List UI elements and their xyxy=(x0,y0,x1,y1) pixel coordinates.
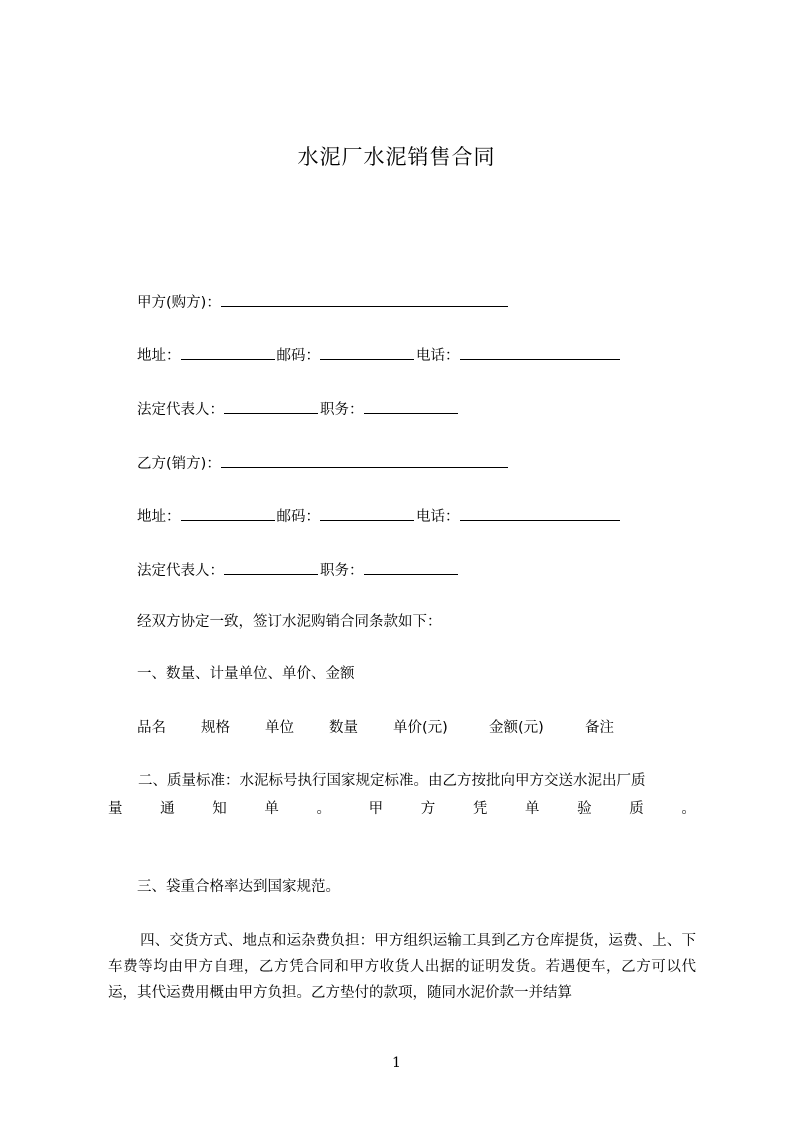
column-header: 品名 xyxy=(137,720,166,736)
section3-text: 三、袋重合格率达到国家规范。 xyxy=(137,879,340,895)
party-a-rep-line xyxy=(137,399,460,420)
party-b-phone-label: 电话： xyxy=(416,509,460,525)
column-header: 备注 xyxy=(585,720,614,736)
section2-char: 知 xyxy=(212,801,227,817)
document-title: 水泥厂水泥销售合同 xyxy=(297,145,496,169)
party-b-address-label: 地址： xyxy=(137,509,181,525)
column-header: 单价(元) xyxy=(393,720,448,736)
party-b-postcode-blank[interactable] xyxy=(320,506,414,521)
party-a-address-label: 地址： xyxy=(137,348,181,364)
section1-column-headers xyxy=(137,718,637,738)
party-a-postcode-label: 邮码： xyxy=(276,348,320,364)
section2-char: 量 xyxy=(108,801,123,817)
party-b-name-label: 乙方(销方)： xyxy=(137,456,221,472)
party-b-phone-blank[interactable] xyxy=(460,506,620,521)
section2-char: 。 xyxy=(681,801,696,817)
party-b-address-blank[interactable] xyxy=(181,506,275,521)
section2-char: 方 xyxy=(420,801,436,817)
party-b-postcode-label: 邮码： xyxy=(276,509,320,525)
party-b-position-label: 职务： xyxy=(320,563,364,579)
party-b-legal-rep-blank[interactable] xyxy=(224,560,318,575)
party-a-name-blank[interactable] xyxy=(221,292,508,307)
section2-char: 质 xyxy=(629,801,644,817)
section2-line1: 二、质量标准：水泥标号执行国家规定标准。由乙方按批向甲方交送水泥出厂质 xyxy=(138,773,646,789)
party-b-rep-line xyxy=(137,560,460,581)
column-header: 规格 xyxy=(201,720,230,736)
section4-text: 四、交货方式、地点和运杂费负担：甲方组织运输工具到乙方仓库提货，运费、上、下车费等均由甲方自理，乙方凭合同和甲方收货人出据的证明发货。若遇便车，乙方可以代运，其代运费用概由甲方负担。乙方垫付的款项，随同水泥价款一并结算 xyxy=(108,933,696,1001)
column-header: 数量 xyxy=(329,720,358,736)
section1-heading: 一、数量、计量单位、单价、金额 xyxy=(137,666,355,682)
party-a-contact-line xyxy=(137,345,622,366)
party-a-address-blank[interactable] xyxy=(181,345,275,360)
intro-text: 经双方协定一致，签订水泥购销合同条款如下： xyxy=(137,614,442,630)
section2-char: 单 xyxy=(525,801,540,817)
party-b-contact-line xyxy=(137,506,622,527)
party-b-name-line xyxy=(137,453,510,474)
section2-char: 单 xyxy=(264,801,279,817)
party-a-phone-blank[interactable] xyxy=(460,345,620,360)
party-a-position-label: 职务： xyxy=(320,402,364,418)
party-a-phone-label: 电话： xyxy=(416,348,460,364)
party-b-legal-rep-label: 法定代表人： xyxy=(137,563,224,579)
column-header: 单位 xyxy=(265,720,294,736)
section2-char: 验 xyxy=(577,801,592,817)
party-a-name-line xyxy=(137,292,510,313)
page-number: 1 xyxy=(392,1055,401,1071)
column-header: 金额(元) xyxy=(489,720,544,736)
party-a-position-blank[interactable] xyxy=(364,399,458,414)
party-a-legal-rep-label: 法定代表人： xyxy=(137,402,224,418)
section2-line2 xyxy=(108,799,696,819)
party-b-position-blank[interactable] xyxy=(364,560,458,575)
party-a-legal-rep-blank[interactable] xyxy=(224,399,318,414)
section2-char: 甲 xyxy=(368,801,384,817)
section2-char: 凭 xyxy=(472,801,488,817)
section2-char: 。 xyxy=(316,801,331,817)
party-b-name-blank[interactable] xyxy=(221,453,508,468)
party-a-postcode-blank[interactable] xyxy=(320,345,414,360)
section2-char: 通 xyxy=(160,801,175,817)
section4-paragraph xyxy=(108,928,696,1006)
party-a-name-label: 甲方(购方)： xyxy=(137,295,221,311)
